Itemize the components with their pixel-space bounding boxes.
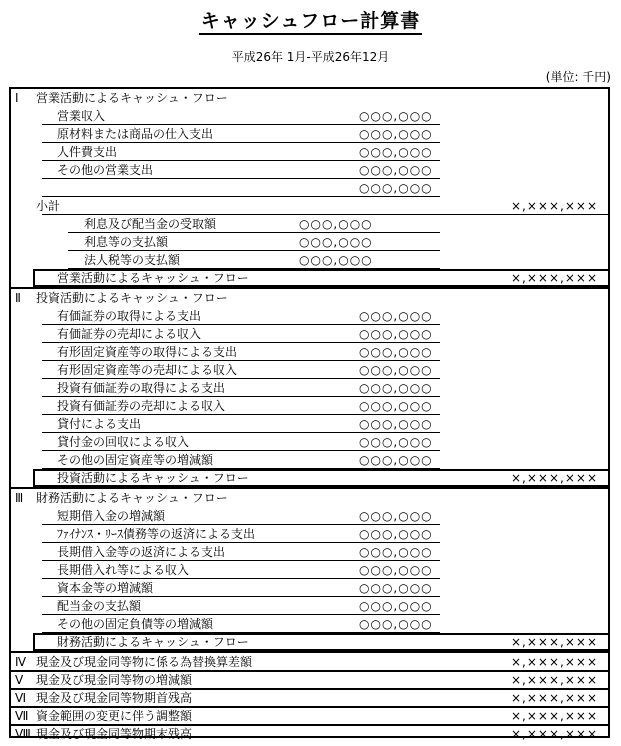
summary-numeral: Ⅳ <box>15 655 27 669</box>
section-numeral: Ⅰ <box>15 91 19 105</box>
line-item-value: ○○○,○○○ <box>359 381 433 395</box>
summary-row <box>9 725 610 743</box>
section-numeral: Ⅱ <box>15 291 21 305</box>
line-item-label: 長期借入れ等による収入 <box>57 563 190 577</box>
line-item-label: 投資有価証券の取得による支出 <box>57 381 226 395</box>
summary-value: ×,×××,××× <box>510 727 598 741</box>
section-total-label: 財務活動によるキャッシュ・フロー <box>57 635 249 649</box>
line-item-value: ○○○,○○○ <box>359 109 433 123</box>
line-item-label: 有価証券の売却による収入 <box>57 327 202 341</box>
summary-value: ×,×××,××× <box>510 691 598 705</box>
section-total <box>9 633 610 651</box>
line-item-value: ○○○,○○○ <box>359 345 433 359</box>
section-total-label: 営業活動によるキャッシュ・フロー <box>57 271 249 285</box>
line-item <box>9 507 610 525</box>
line-item <box>9 325 610 343</box>
line-item-value: ○○○,○○○ <box>359 435 433 449</box>
line-item-label: 有形固定資産等の取得による支出 <box>57 345 238 359</box>
line-item <box>9 525 610 543</box>
section-heading <box>9 89 610 107</box>
sub-item-label: 利息等の支払額 <box>84 235 169 249</box>
line-item-value: ○○○,○○○ <box>359 581 433 595</box>
line-item-value: ○○○,○○○ <box>359 563 433 577</box>
line-item <box>9 343 610 361</box>
line-item-value: ○○○,○○○ <box>359 181 433 195</box>
period-text: 平成26年 1月-平成26年12月 <box>231 50 390 64</box>
subtotal-value: ×,×××,××× <box>510 199 598 213</box>
section-total-label: 投資活動によるキャッシュ・フロー <box>57 471 249 485</box>
line-item <box>9 361 610 379</box>
section-total-value: ×,×××,××× <box>510 271 598 285</box>
summary-row <box>9 671 610 689</box>
line-item <box>9 161 610 179</box>
line-item-value: ○○○,○○○ <box>359 163 433 177</box>
line-item-value: ○○○,○○○ <box>359 545 433 559</box>
sub-item-value: ○○○,○○○ <box>299 217 373 231</box>
summary-label: 現金及び現金同等物期首残高 <box>36 691 193 705</box>
line-item-value: ○○○,○○○ <box>359 399 433 413</box>
line-item-value: ○○○,○○○ <box>359 509 433 523</box>
line-item-value: ○○○,○○○ <box>359 309 433 323</box>
sub-item-value: ○○○,○○○ <box>299 235 373 249</box>
summary-label: 資金範囲の変更に伴う調整額 <box>36 709 193 723</box>
line-item <box>9 615 610 633</box>
summary-numeral: Ⅶ <box>15 709 29 723</box>
summary-label: 現金及び現金同等物の増減額 <box>36 673 193 687</box>
line-item <box>9 397 610 415</box>
summary-row <box>9 653 610 671</box>
line-item-value: ○○○,○○○ <box>359 453 433 467</box>
summary-numeral: Ⅵ <box>15 691 27 705</box>
summary-label: 現金及び現金同等物期末残高 <box>36 727 193 741</box>
section-heading-label: 財務活動によるキャッシュ・フロー <box>36 491 228 505</box>
section-heading <box>9 289 610 307</box>
section-heading-label: 営業活動によるキャッシュ・フロー <box>36 91 228 105</box>
sub-item <box>9 215 610 233</box>
line-item <box>9 107 610 125</box>
section-total-value: ×,×××,××× <box>510 471 598 485</box>
line-item <box>9 125 610 143</box>
line-item <box>9 143 610 161</box>
line-item-value: ○○○,○○○ <box>359 327 433 341</box>
line-item-value: ○○○,○○○ <box>359 363 433 377</box>
sub-item-label: 利息及び配当金の受取額 <box>84 217 217 231</box>
line-item <box>9 179 610 197</box>
summary-numeral: Ⅴ <box>15 673 24 687</box>
document-title: キャッシュフロー計算書 <box>0 6 621 33</box>
section-heading <box>9 489 610 507</box>
line-item-value: ○○○,○○○ <box>359 527 433 541</box>
subtotal-label: 小計 <box>36 199 61 213</box>
line-item-value: ○○○,○○○ <box>359 599 433 613</box>
sub-item <box>9 233 610 251</box>
section-total <box>9 469 610 487</box>
line-item-label: 営業収入 <box>57 109 106 123</box>
summary-numeral: Ⅷ <box>15 727 31 741</box>
line-item <box>9 379 610 397</box>
line-item <box>9 415 610 433</box>
line-item-label: 人件費支出 <box>57 145 118 159</box>
line-item-label: 投資有価証券の売却による収入 <box>57 399 226 413</box>
line-item <box>9 579 610 597</box>
line-item-value: ○○○,○○○ <box>359 417 433 431</box>
section-numeral: Ⅲ <box>15 491 24 505</box>
summary-row <box>9 689 610 707</box>
sub-item-label: 法人税等の支払額 <box>84 253 181 267</box>
line-item-value: ○○○,○○○ <box>359 145 433 159</box>
line-item <box>9 597 610 615</box>
summary-value: ×,×××,××× <box>510 673 598 687</box>
line-item-label: ﾌｧｲﾅﾝｽ・ﾘｰｽ債務等の返済による支出 <box>57 527 256 541</box>
line-item-label: 有価証券の取得による支出 <box>57 309 202 323</box>
line-item-label: 貸付による支出 <box>57 417 142 431</box>
summary-label: 現金及び現金同等物に係る為替換算差額 <box>36 655 253 669</box>
summary-value: ×,×××,××× <box>510 709 598 723</box>
line-item-label: 資本金等の増減額 <box>57 581 154 595</box>
line-item <box>9 451 610 469</box>
subtotal-row <box>9 197 610 215</box>
line-item-label: 有形固定資産等の売却による収入 <box>57 363 238 377</box>
line-item-label: 貸付金の回収による収入 <box>57 435 190 449</box>
line-item <box>9 433 610 451</box>
sub-item-value: ○○○,○○○ <box>299 253 373 267</box>
summary-value: ×,×××,××× <box>510 655 598 669</box>
sub-item <box>9 251 610 269</box>
line-item-label: 配当金の支払額 <box>57 599 142 613</box>
unit-text: (単位: 千円) <box>545 70 611 84</box>
line-item-label: 長期借入金等の返済による支出 <box>57 545 226 559</box>
line-item-label: その他の固定資産等の増減額 <box>57 453 214 467</box>
line-item-value: ○○○,○○○ <box>359 617 433 631</box>
section-total <box>9 269 610 287</box>
line-item-label: その他の固定負債等の増減額 <box>57 617 214 631</box>
line-item <box>9 543 610 561</box>
summary-row <box>9 707 610 725</box>
section-total-value: ×,×××,××× <box>510 635 598 649</box>
line-item-label: 原材料または商品の仕入支出 <box>57 127 214 141</box>
line-item <box>9 307 610 325</box>
line-item-label: 短期借入金の増減額 <box>57 509 166 523</box>
line-item <box>9 561 610 579</box>
section-heading-label: 投資活動によるキャッシュ・フロー <box>36 291 228 305</box>
line-item-value: ○○○,○○○ <box>359 127 433 141</box>
line-item-label: その他の営業支出 <box>57 163 154 177</box>
